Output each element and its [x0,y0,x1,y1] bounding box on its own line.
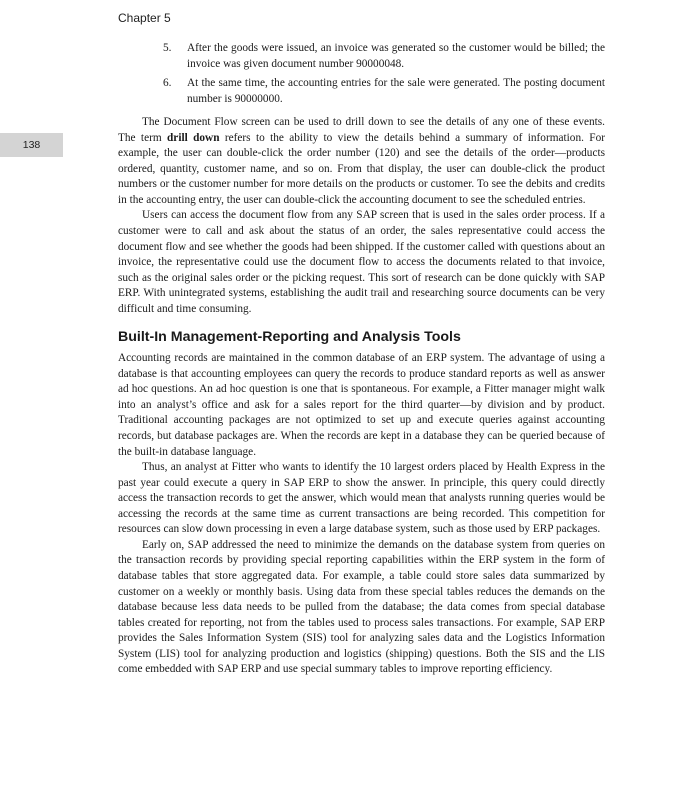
list-item-number: 6. [163,77,172,90]
list-item-number: 5. [163,42,172,54]
section-heading: Built-In Management-Reporting and Analysis Tools [118,329,461,346]
paragraph-query-example: Thus, an analyst at Fitter who wants to identify the 10 largest orders placed by Health Express in the past year could execute a query in SAP ERP to show the answer. In principle, this query could directly access the transaction records to get the answer, which would mean that analysts running queries would be accessing the records at the same time as current transactions are being recorded. This competition for resources can slow down processing in even a large database system, such as those used by ERP packages. [118,461,605,536]
chapter-header: Chapter 5 [118,11,171,25]
paragraph-text: The Document Flow screen can be used to drill down to see the details of any one of these events. The term [118,116,605,144]
paragraph-document-flow: Users can access the document flow from any SAP screen that is used in the sales order process. If a customer were to call and ask about the status of an order, the sales representative could access the document flow and see whether the goods had been shipped. If the customer called with questions about an invoice, the representative could use the document flow to access the documents related to that invoice, such as the original sales order or the picking request. This sort of research can be done quickly with SAP ERP. With unintegrated systems, establishing the audit trail and researching source documents can be very difficult and time consuming. [118,209,605,315]
list-item-text: At the same time, the accounting entries for the sale were generated. The posting document number is 90000000. [187,77,605,105]
page-number: 138 [22,139,41,151]
paragraph-reporting-tables: Early on, SAP addressed the need to minimize the demands on the database system from queries on the transaction records by providing special reporting capabilities within the ERP system in the form of database tables that store aggregated data. For example, a table could store sales data summarized by customer on a weekly or monthly basis. Using data from these special tables reduces the demands on the database because less data needs to be pulled from the database; the data comes from special database tables created for reporting, not from the tables used to process sales transactions. For example, SAP ERP provides the Sales Information System (SIS) tool for analyzing sales data and the Logistics Information System (LIS) tool for analyzing production and logistics (shipping) questions. Both the SIS and the LIS come embedded with SAP ERP and use special summary tables to improve reporting efficiency. [118,538,605,676]
page-body [118,41,605,678]
list-item [118,76,605,107]
page-number-tab [0,133,63,157]
list-item-text: After the goods were issued, an invoice was generated so the customer would be billed; the invoice was given document number 90000048. [187,42,605,70]
term-drill-down: drill down [167,131,220,144]
numbered-list [118,41,605,107]
paragraph-text: refers to the ability to view the details behind a summary of information. For example, the user can double-click the order number (120) and see the details of the order—products ordered, quantity, customer name, and so on. From that display, the user can double-click the product numbers or the customer number for more details on the products or customer. To see the debits and credits in the accounting entry, the user can double-click the accounting document to see the scheduled entries. [118,131,605,206]
list-item [118,41,605,72]
paragraph-drill-down [118,115,605,208]
paragraph-accounting-records: Accounting records are maintained in the common database of an ERP system. The advantage of using a database is that accounting employees can query the records to produce standard reports as well as answer ad hoc questions. An ad hoc question is one that is spontaneous. For example, a Fitter manager might walk into an analyst’s office and ask for a sales report for the third quarter—by division and by product. Traditional accounting packages are not optimized to set up and execute queries against accounting records, but database packages are. When the records are kept in a database they can be queried because of the built-in database language. [118,352,605,458]
